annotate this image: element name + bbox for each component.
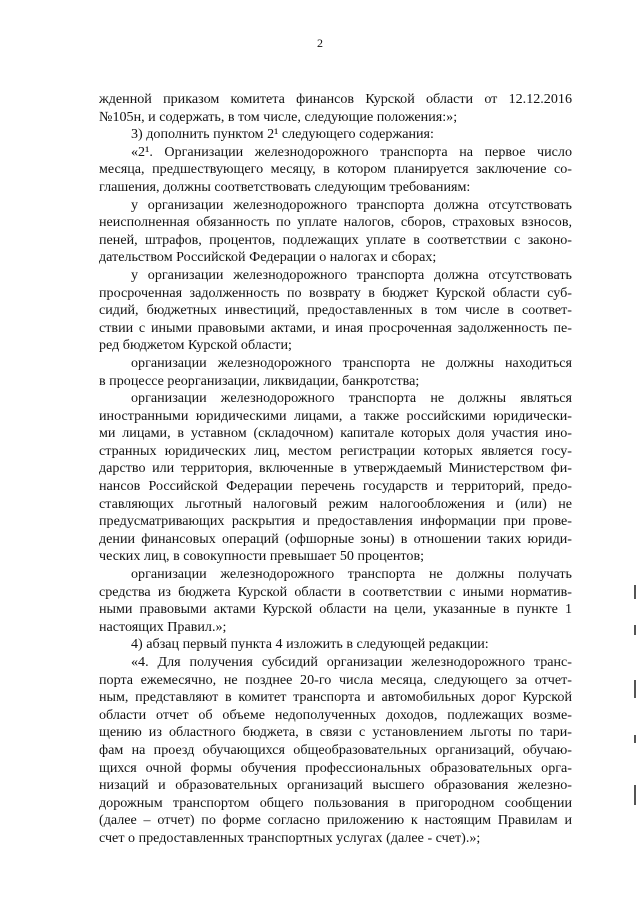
text-line: в процессе реорганизации, ликвидации, банкротства; xyxy=(99,372,420,389)
text-line: у организации железнодорожного транспорта должна отсутствовать xyxy=(131,196,572,213)
text-line: «4. Для получения субсидий организации железнодорожного транс- xyxy=(131,654,572,670)
paragraph xyxy=(99,144,572,197)
text-line: нансов Российской Федерации перечень государств и территорий, предо- xyxy=(99,478,572,495)
document-body xyxy=(99,91,572,848)
text-line: у организации железнодорожного транспорта должна отсутствовать xyxy=(131,266,572,283)
text-line: дарство или территория, включенные в утверждаемый Министерством фи- xyxy=(99,460,572,477)
text-line: организации железнодорожного транспорта не должны являться xyxy=(131,390,572,407)
text-line: дорожным транспортом общего пользования в пригородном сообщении xyxy=(99,794,572,811)
text-line: порта ежемесячно, не позднее 20-го числа месяца, следующего за отчет- xyxy=(99,671,572,688)
paragraph xyxy=(99,390,572,566)
paragraph xyxy=(99,126,572,144)
page-number: 2 xyxy=(317,36,323,50)
text-line: ческих лиц, в совокупности превышает 50 процентов; xyxy=(99,548,425,565)
text-line: месяца, предшествующего месяцу, в котором планируется заключение со- xyxy=(99,161,572,178)
text-line: низаций и образовательных организаций высшего образования железно- xyxy=(99,777,572,794)
paragraph xyxy=(99,355,572,390)
text-line: ствии с иными правовыми актами, и иная просроченная задолженность пе- xyxy=(99,319,572,336)
text-line: сидий, бюджетных инвестиций, предоставленных в том числе в соответ- xyxy=(99,302,572,319)
text-line: дении финансовых операций (офшорные зоны) в отношении таких юриди- xyxy=(99,530,572,547)
text-line: дательством Российской Федерации о налогах и сборах; xyxy=(99,249,437,266)
text-line: предусматривающих раскрытия и предоставления информации при прове- xyxy=(99,513,572,530)
text-line: щению из областного бюджета, в связи с установлением льготы по тари- xyxy=(99,724,572,741)
text-line: организации железнодорожного транспорта не должны получать xyxy=(131,566,572,583)
text-line: ставляющих льготный налоговый режим налогообложения и (или) не xyxy=(99,495,572,512)
text-line: странных юридических лиц, местом регистрации которых является госу- xyxy=(99,442,572,459)
text-line: 3) дополнить пунктом 2¹ следующего содержания: xyxy=(131,126,434,143)
text-line: просроченная задолженность по возврату в бюджет Курской области суб- xyxy=(99,284,572,301)
text-line: ред бюджетом Курской области; xyxy=(99,337,292,354)
text-line: 4) абзац первый пункта 4 изложить в следующей редакции: xyxy=(131,636,489,653)
text-line: №105н, и содержать, в том числе, следующие положения:»; xyxy=(99,108,458,125)
text-line: настоящих Правил.»; xyxy=(99,618,227,635)
paragraph xyxy=(99,267,572,355)
text-line: средства из бюджета Курской области в соответствии с иными норматив- xyxy=(99,583,572,600)
text-line: области отчет об объеме недополученных доходов, подлежащих возме- xyxy=(99,706,572,723)
paragraph xyxy=(99,636,572,654)
paragraph xyxy=(99,654,572,848)
text-line: жденной приказом комитета финансов Курской области от 12.12.2016 xyxy=(99,91,572,107)
scan-edge-marks xyxy=(633,585,637,815)
text-line: организации железнодорожного транспорта не должны находиться xyxy=(131,354,572,371)
text-line: «2¹. Организации железнодорожного транспорта на первое число xyxy=(131,143,572,160)
text-line: ми лицами, в уставном (складочном) капитале которых доля участия ино- xyxy=(99,425,572,442)
text-line: иностранными юридическими лицами, а также российскими юридически- xyxy=(99,407,572,424)
text-line: щихся очной формы обучения профессиональных образовательных орга- xyxy=(99,759,572,776)
paragraph xyxy=(99,197,572,267)
text-line: ным, представляют в комитет транспорта и автомобильных дорог Курской xyxy=(99,689,572,706)
text-line: фам на проезд обучающихся общеобразовательных организаций, обучаю- xyxy=(99,741,572,758)
text-line: глашения, должны соответствовать следующим требованиям: xyxy=(99,178,471,195)
text-line: пеней, штрафов, процентов, подлежащих уплате в соответствии с законо- xyxy=(99,231,572,248)
text-line: неисполненная обязанность по уплате налогов, сборов, страховых взносов, xyxy=(99,214,572,231)
paragraph xyxy=(99,566,572,636)
text-line: ными правовыми актами Курской области на цели, указанные в пункте 1 xyxy=(99,601,572,618)
paragraph xyxy=(99,91,572,126)
text-line: (далее – отчет) по форме согласно приложению к настоящим Правилам и xyxy=(99,812,572,829)
text-line: счет о предоставленных транспортных услугах (далее - счет).»; xyxy=(99,829,481,846)
